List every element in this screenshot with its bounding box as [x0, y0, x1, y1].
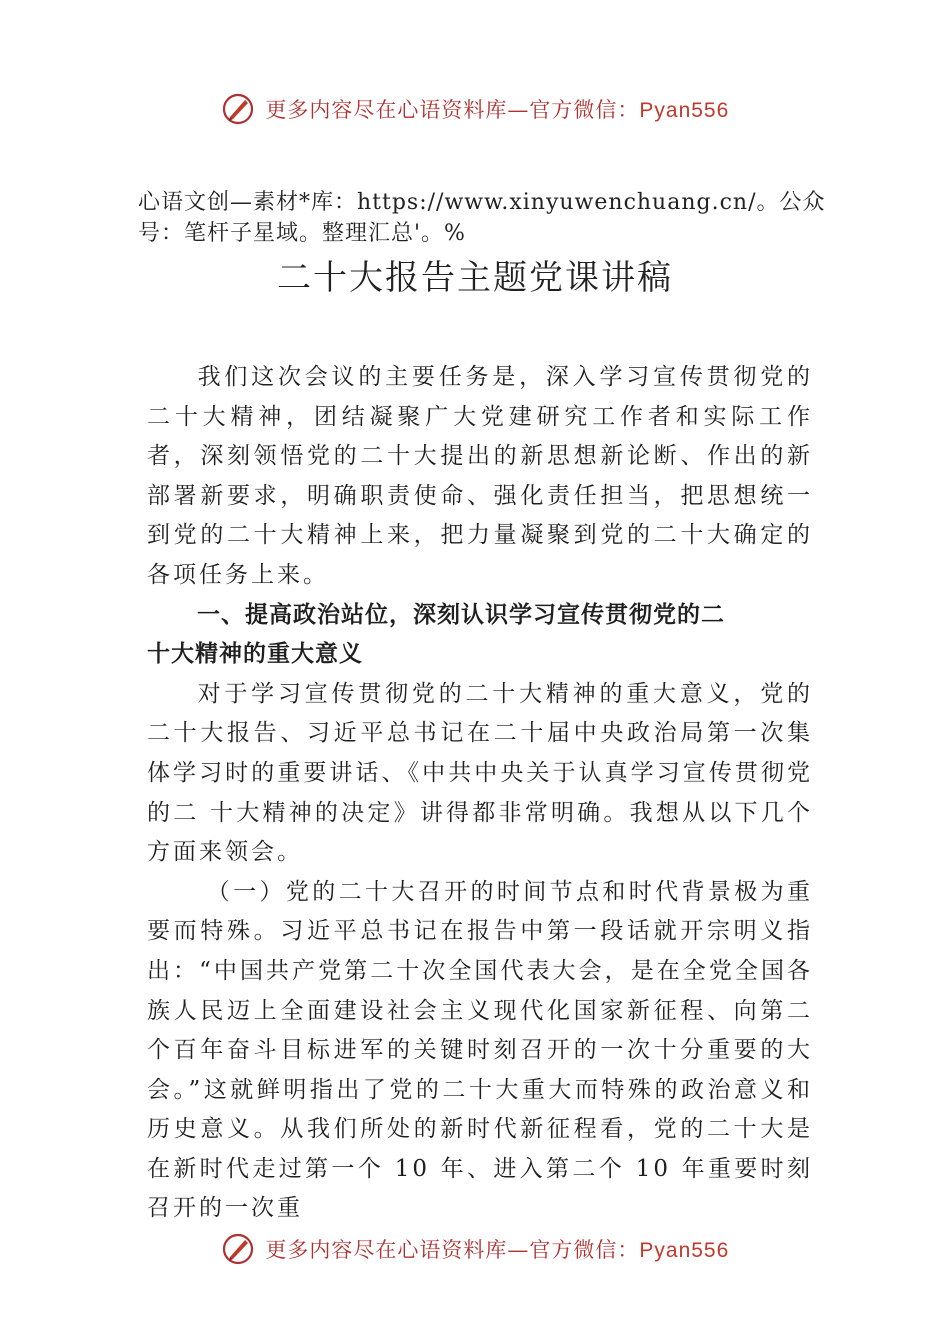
section-heading-1-line2: 十大精神的重大意义	[147, 641, 363, 668]
page-title: 二十大报告主题党课讲稿	[277, 258, 673, 298]
pen-logo-icon	[221, 92, 255, 126]
header-watermark-banner	[0, 92, 950, 126]
paragraph-subsection-1: （一）党的二十大召开的时间节点和时代背景极为重要而特殊。习近平总书记在报告中第一段话就开宗明义指出：“中国共产党第二十次全国代表大会，是在全党全国各族人民迈上全面建设社会主义现代化国家新征程、向第二个百年奋斗目标进军的关键时刻召开的一次十分重要的大会。”这就鲜明指出了党的二十大重大而特殊的政治意义和历史意义。从我们所处的新时代新征程看，党的二十大是在新时代走过第一个 10 年、进入第二个 10 年重要时刻召开的一次重	[147, 878, 813, 1222]
banner-label: 更多内容尽在心语资料库—官方微信：	[265, 1238, 640, 1262]
source-line: 心语文创—素材*库：https://www.xinyuwenchuang.cn/。公众号：笔杆子星域。整理汇总'。%	[138, 190, 826, 246]
footer-watermark-banner	[0, 1232, 950, 1266]
section-heading-1-line1: 一、提高政治站位，深刻认识学习宣传贯彻党的二	[197, 601, 725, 628]
banner-wechat-id: Pyan556	[639, 99, 730, 122]
paragraph-intro: 我们这次会议的主要任务是，深入学习宣传贯彻党的二十大精神，团结凝聚广大党建研究工作者和实际工作者，深刻领悟党的二十大提出的新思想新论断、作出的新部署新要求，明确职责使命、强化责任担当，把思想统一到党的二十大精神上来，把力量凝聚到党的二十大确定的各项任务上来。	[147, 364, 813, 588]
banner-wechat-id: Pyan556	[639, 1239, 730, 1262]
section-heading-1	[147, 596, 813, 675]
document-body	[147, 358, 813, 1229]
pen-logo-icon	[221, 1232, 255, 1266]
paragraph-significance: 对于学习宣传贯彻党的二十大精神的重大意义，党的二十大报告、习近平总书记在二十届中央政治局第一次集体学习时的重要讲话、《中共中央关于认真学习宣传贯彻党的二 十大精神的决定》讲得都非常明确。我想从以下几个方面来领会。	[147, 680, 813, 866]
banner-label: 更多内容尽在心语资料库—官方微信：	[265, 98, 640, 122]
